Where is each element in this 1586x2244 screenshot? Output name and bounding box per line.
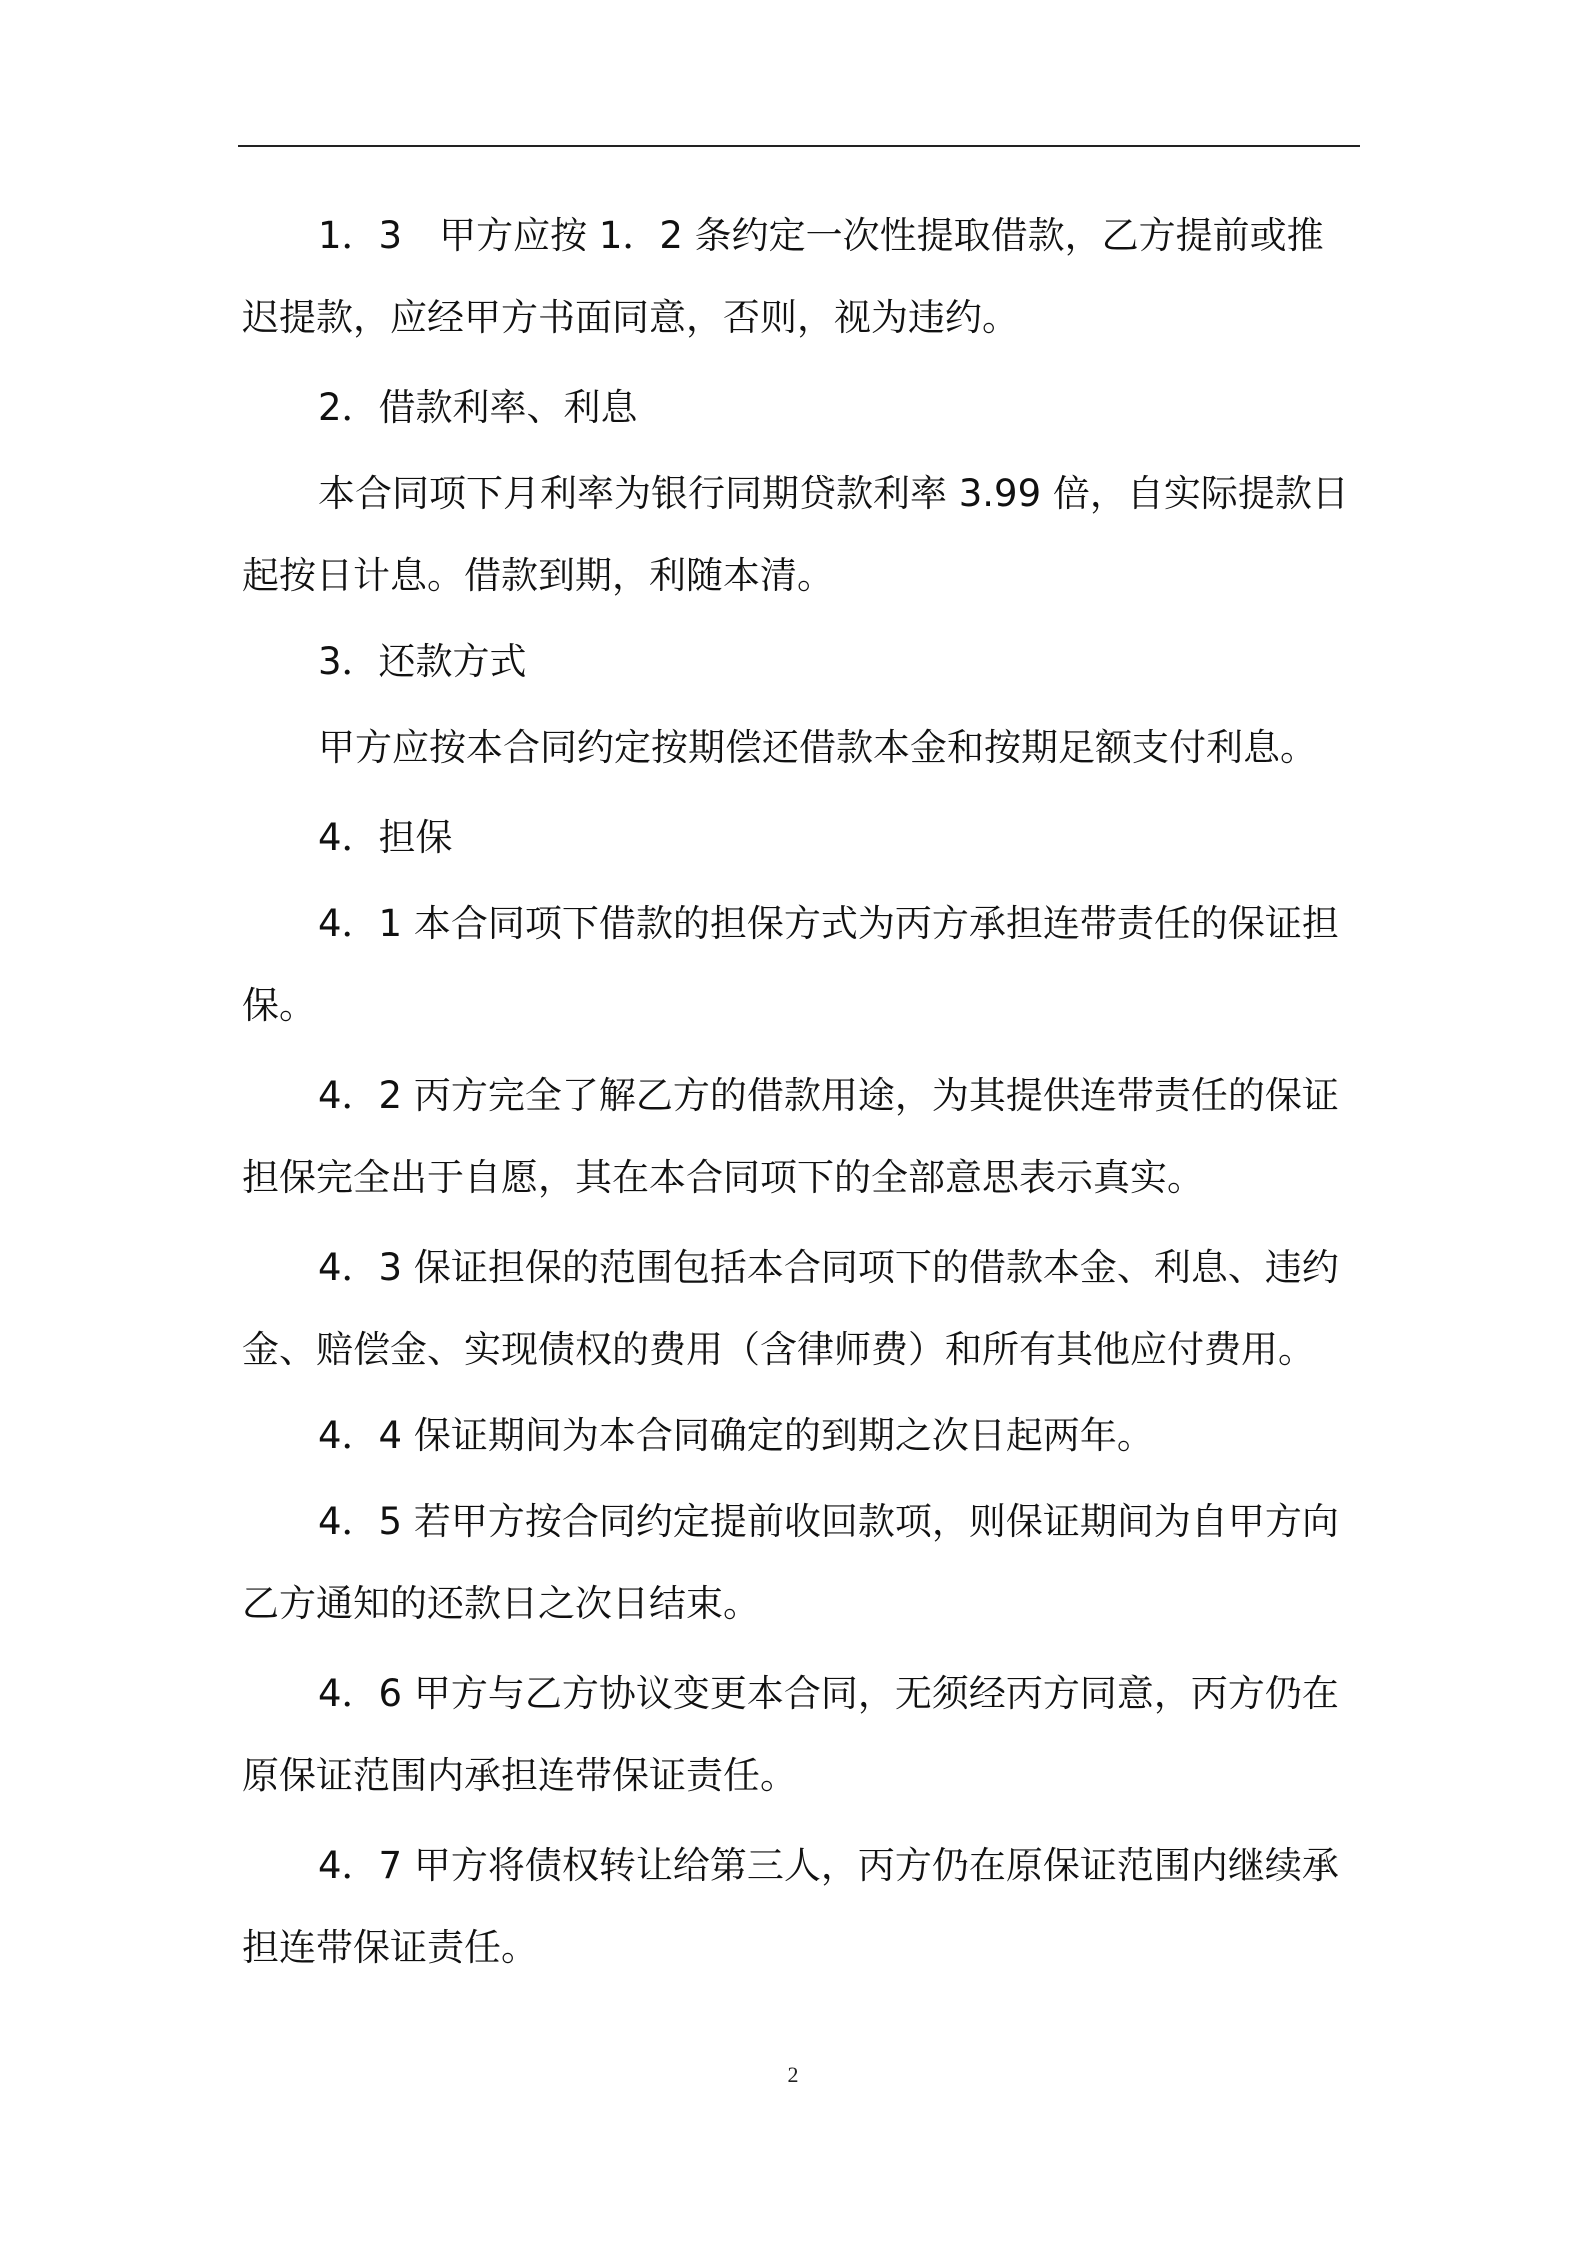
header-rule bbox=[238, 145, 1360, 147]
repayment-paragraph: 甲方应按本合同约定按期偿还借款本金和按期足额支付利息。 bbox=[318, 726, 1317, 769]
clause-1-3: 1．3 甲方应按 1．2 条约定一次性提取借款，乙方提前或推迟提款，应经甲方书面同意，否则，视为违约。 bbox=[242, 214, 1324, 339]
section-heading-interest: 2．借款利率、利息 bbox=[318, 386, 638, 429]
clause-4-1: 4．1 本合同项下借款的担保方式为丙方承担连带责任的保证担保。 bbox=[242, 902, 1339, 1027]
clause-4-6: 4．6 甲方与乙方协议变更本合同，无须经丙方同意，丙方仍在原保证范围内承担连带保证责任。 bbox=[242, 1672, 1339, 1797]
clause-4-5: 4．5 若甲方按合同约定提前收回款项，则保证期间为自甲方向乙方通知的还款日之次日结束。 bbox=[242, 1500, 1339, 1625]
clause-4-4: 4．4 保证期间为本合同确定的到期之次日起两年。 bbox=[318, 1414, 1154, 1457]
clause-4-2: 4．2 丙方完全了解乙方的借款用途，为其提供连带责任的保证担保完全出于自愿，其在本合同项下的全部意思表示真实。 bbox=[242, 1074, 1339, 1199]
section-heading-guarantee: 4．担保 bbox=[318, 816, 453, 859]
page-number: 2 bbox=[787, 2062, 799, 2087]
document-body bbox=[242, 195, 1354, 1989]
section-heading-repayment: 3．还款方式 bbox=[318, 640, 527, 683]
clause-4-7: 4．7 甲方将债权转让给第三人，丙方仍在原保证范围内继续承担连带保证责任。 bbox=[242, 1844, 1339, 1969]
interest-paragraph: 本合同项下月利率为银行同期贷款利率 3.99 倍，自实际提款日起按日计息。借款到期，利随本清。 bbox=[242, 472, 1349, 597]
clause-4-3: 4．3 保证担保的范围包括本合同项下的借款本金、利息、违约金、赔偿金、实现债权的费用（含律师费）和所有其他应付费用。 bbox=[242, 1246, 1339, 1371]
